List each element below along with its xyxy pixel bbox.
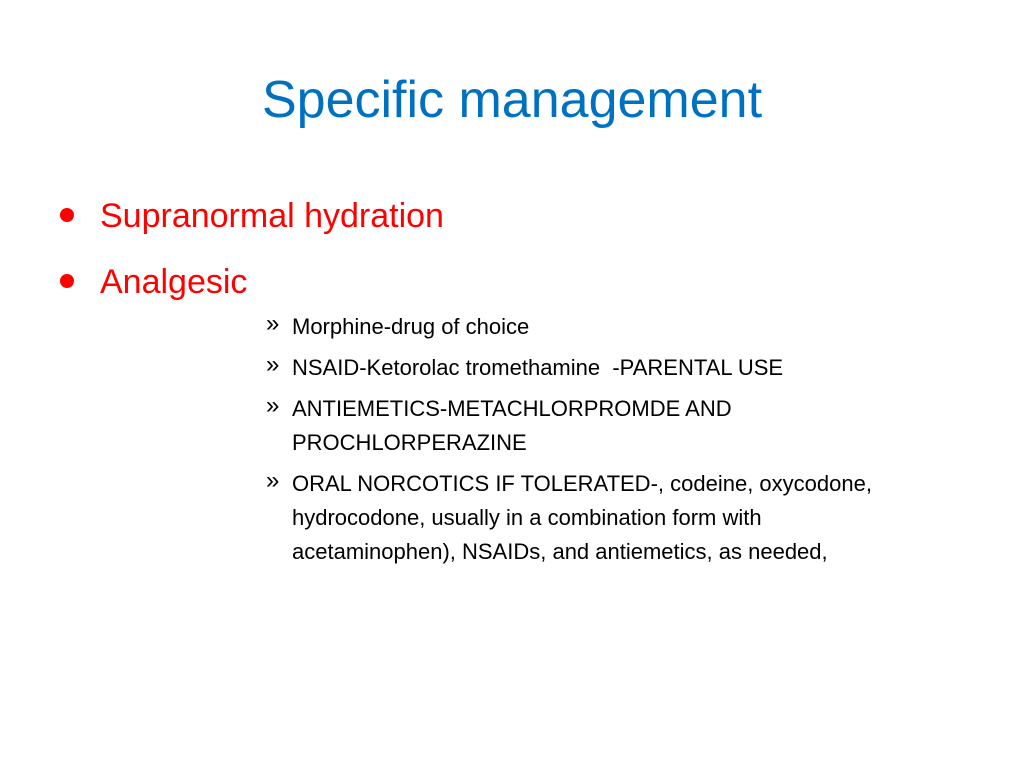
chevron-marker-icon: » bbox=[266, 467, 280, 494]
bullet-dot-icon bbox=[60, 274, 74, 288]
bullet-text: Analgesic bbox=[100, 263, 248, 301]
chevron-marker-icon: » bbox=[266, 351, 280, 378]
sub-bullet-item bbox=[266, 351, 946, 385]
sub-bullet-line: hydrocodone, usually in a combination form with bbox=[292, 505, 762, 530]
chevron-marker-icon: » bbox=[266, 310, 280, 337]
sub-bullet-line: acetaminophen), NSAIDs, and antiemetics, as needed, bbox=[292, 539, 828, 564]
sub-bullet-list bbox=[266, 310, 946, 576]
sub-bullet-line: NSAID-Ketorolac tromethamine -PARENTAL USE bbox=[292, 355, 784, 380]
bullet-item bbox=[60, 188, 960, 254]
bullet-text: Supranormal hydration bbox=[100, 197, 444, 235]
slide-title: Specific management bbox=[261, 71, 763, 129]
sub-bullet-item bbox=[266, 392, 946, 460]
sub-bullet-line: ORAL NORCOTICS IF TOLERATED-, codeine, oxycodone, bbox=[292, 471, 872, 496]
sub-bullet-line: PROCHLORPERAZINE bbox=[292, 430, 527, 455]
bullet-dot-icon bbox=[60, 208, 74, 222]
chevron-marker-icon: » bbox=[266, 392, 280, 419]
sub-bullet-line: ANTIEMETICS-METACHLORPROMDE AND bbox=[292, 396, 732, 421]
sub-bullet-line: Morphine-drug of choice bbox=[292, 314, 530, 339]
sub-bullet-item bbox=[266, 310, 946, 344]
bullet-list bbox=[60, 188, 960, 320]
sub-bullet-item bbox=[266, 467, 946, 569]
